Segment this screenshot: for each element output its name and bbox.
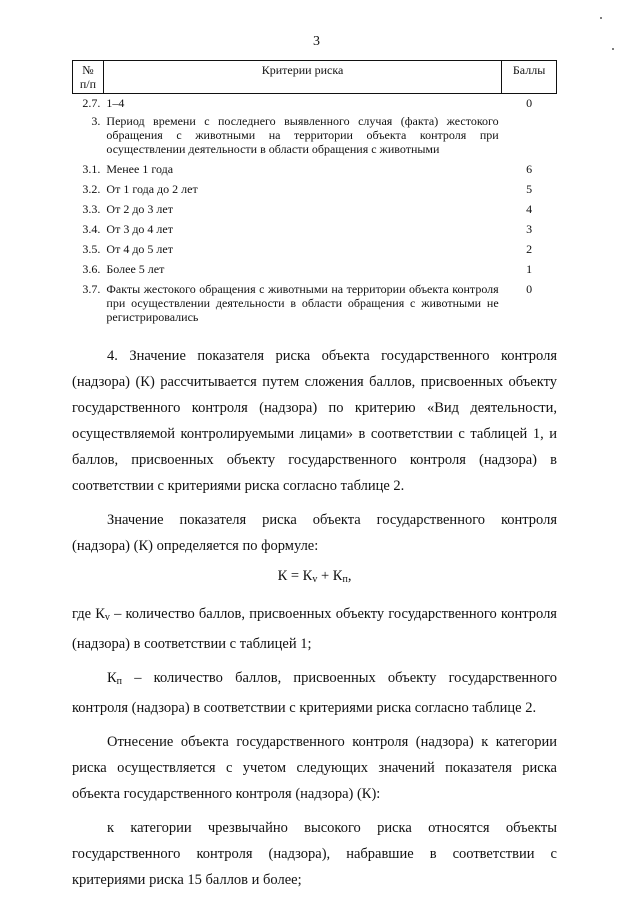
table-row (73, 278, 557, 326)
paragraph-extreme-risk: к категории чрезвычайно высокого риска относятся объекты государственного контроля (надзора), набравшие в соответствии с критериями риска 15 баллов и более; (72, 820, 557, 888)
document-body (72, 343, 557, 897)
row-num: 3. (91, 114, 101, 128)
paragraph-formula-intro: Значение показателя риска объекта государственного контроля (надзора) (К) определяется по формуле: (72, 512, 557, 554)
formula-lhs: К = К (277, 568, 313, 584)
kp-sub: п (116, 676, 123, 687)
header-num: № п/п (73, 61, 104, 94)
table-row (73, 94, 557, 113)
table-row (73, 258, 557, 278)
kv-symbol: где К (72, 606, 105, 622)
row-num: 2.7. (82, 96, 101, 110)
row-num: 3.4. (82, 222, 101, 236)
row-score: 5 (526, 182, 533, 196)
row-criteria: От 2 до 3 лет (106, 202, 173, 216)
kp-text: – количество баллов, присвоенных объекту государственного контроля (надзора) в соответствии с критериями риска согласно таблице 2. (72, 670, 557, 716)
table-row (73, 238, 557, 258)
formula-mid: + К (317, 568, 343, 584)
formula-sub-p: п (342, 574, 348, 585)
kp-symbol: К (107, 670, 117, 686)
row-score: 1 (526, 262, 533, 276)
table-row (73, 178, 557, 198)
table-row (73, 218, 557, 238)
row-criteria: 1–4 (106, 96, 125, 110)
row-criteria: От 4 до 5 лет (106, 242, 173, 256)
row-criteria: От 3 до 4 лет (106, 222, 173, 236)
page-number: 3 (313, 34, 320, 49)
row-score: 6 (526, 162, 533, 176)
table-row (73, 198, 557, 218)
row-num: 3.2. (82, 182, 101, 196)
paragraph-kv-definition (72, 601, 557, 657)
row-num: 3.5. (82, 242, 101, 256)
scan-speck (612, 48, 614, 50)
kv-sub: v (104, 612, 110, 623)
header-criteria: Критерии риска (103, 61, 501, 94)
paragraph-risk-category: Отнесение объекта государственного контроля (надзора) к категории риска осуществляется с учетом следующих значений показателя риска объекта государственного контроля (надзора) (К): (72, 734, 557, 802)
row-criteria: Период времени с последнего выявленного случая (факта) жестокого обращения с животными на территории объекта контроля при осуществлении деятельности в области обращения с животными (106, 114, 499, 156)
risk-formula (72, 563, 557, 593)
row-num: 3.7. (82, 282, 101, 296)
formula-sub-v: v (312, 574, 318, 585)
row-num: 3.6. (82, 262, 101, 276)
row-criteria: Более 5 лет (106, 262, 165, 276)
table-row (73, 158, 557, 178)
row-score: 4 (526, 202, 533, 216)
row-criteria: От 1 года до 2 лет (106, 182, 198, 196)
row-criteria: Менее 1 года (106, 162, 174, 176)
paragraph-risk-calculation: 4. Значение показателя риска объекта государственного контроля (надзора) (К) рассчитывается путем сложения баллов, присвоенных объекту государственного контроля (надзора) по критерию «Вид деятельности, осуществляемой контролируемыми лицами» в соответствии с таблицей 1, и баллов, присвоенных объекту государственного контроля (надзора) в соответствии с критериями риска согласно таблице 2. (72, 348, 557, 494)
table-row (73, 112, 557, 158)
row-criteria: Факты жестокого обращения с животными на территории объекта контроля при осуществлении деятельности в области обращения с животными не регистрировались (106, 282, 499, 324)
risk-criteria-table (72, 60, 557, 326)
paragraph-kp-definition (72, 665, 557, 721)
row-score (502, 112, 557, 158)
kv-text: – количество баллов, присвоенных объекту государственного контроля (надзора) в соответствии с таблицей 1; (72, 606, 557, 652)
header-score: Баллы (502, 61, 557, 94)
scan-speck (600, 17, 602, 19)
row-score: 0 (526, 96, 533, 110)
formula-end: , (347, 568, 352, 584)
row-score: 0 (526, 282, 533, 296)
row-num: 3.1. (82, 162, 101, 176)
row-num: 3.3. (82, 202, 101, 216)
row-score: 3 (526, 222, 533, 236)
row-score: 2 (526, 242, 533, 256)
table-header-row (73, 61, 557, 94)
